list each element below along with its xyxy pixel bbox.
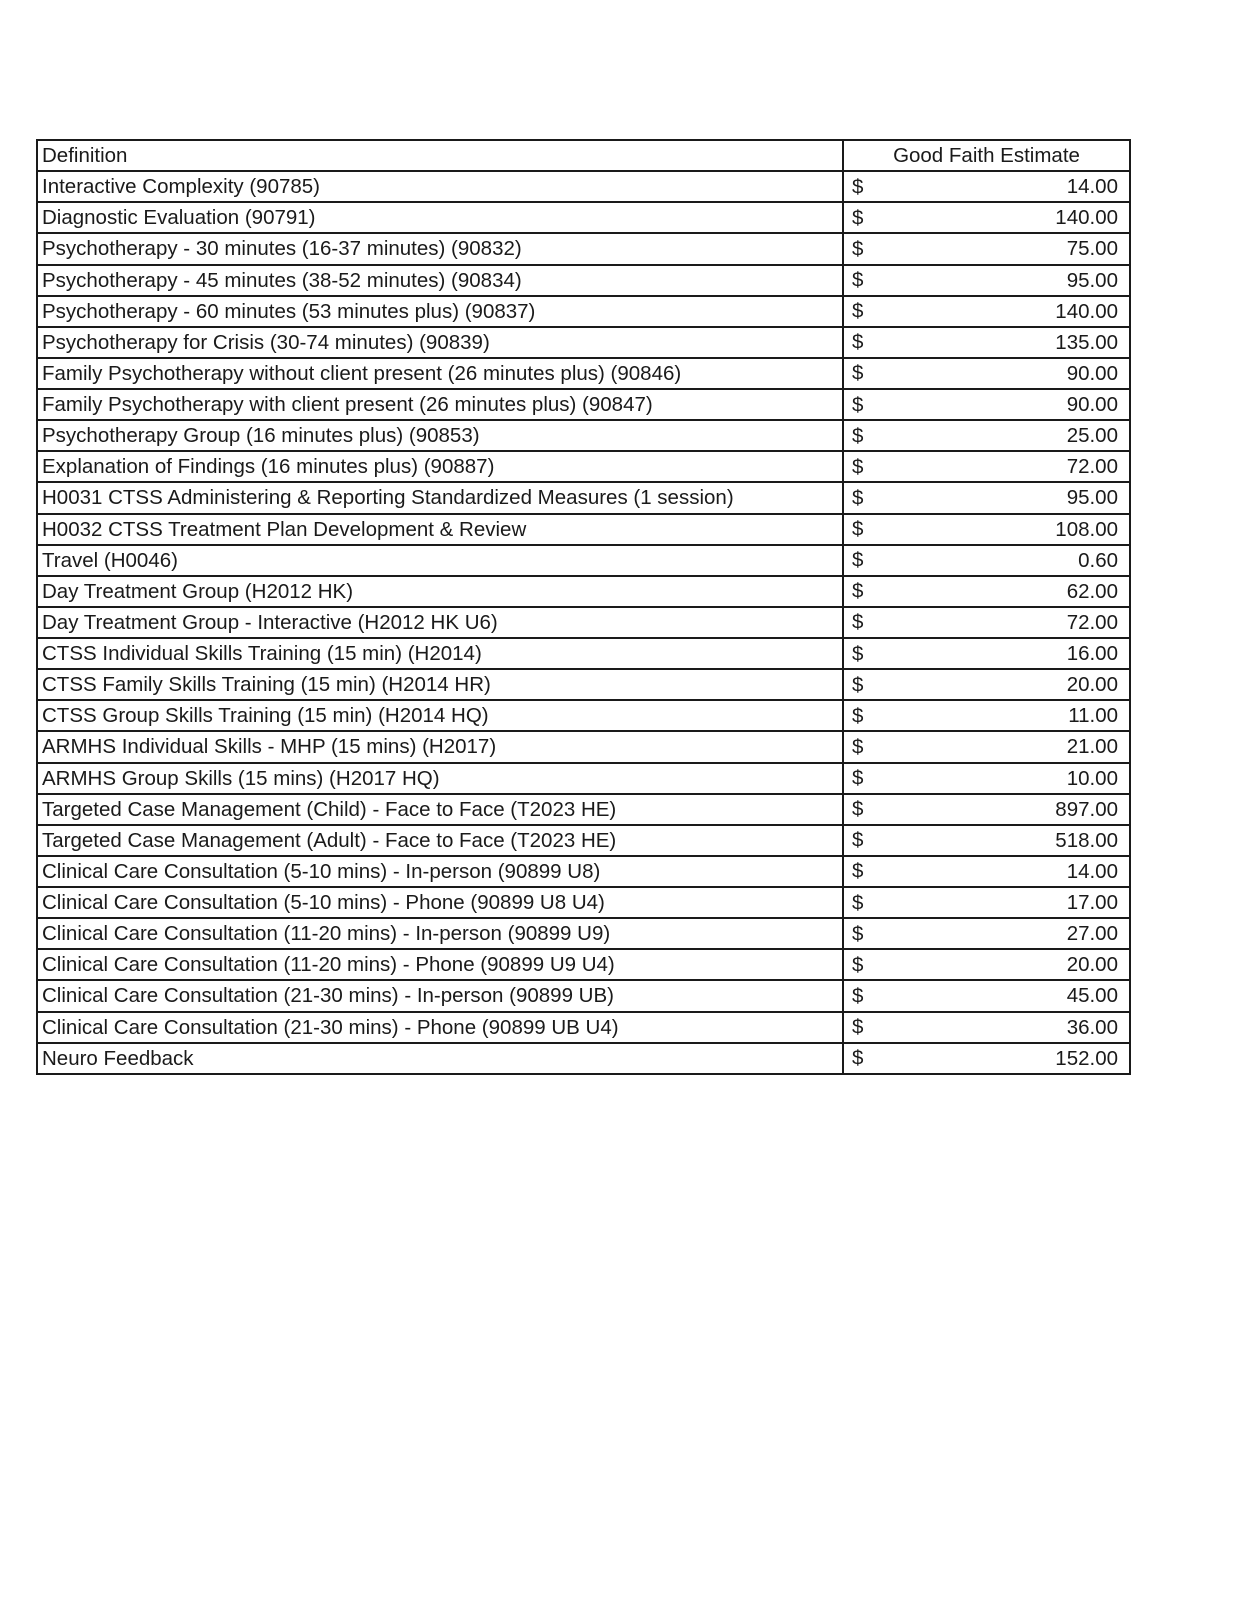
currency-symbol: $	[852, 393, 864, 417]
amount-value: 25.00	[1066, 424, 1118, 448]
amount-cell	[843, 700, 1130, 731]
amount-value: 90.00	[1066, 361, 1118, 385]
amount-cell	[843, 296, 1130, 327]
amount-value: 62.00	[1066, 579, 1118, 603]
amount-value: 140.00	[1055, 299, 1118, 323]
amount-cell	[843, 327, 1130, 358]
amount-value: 14.00	[1066, 859, 1118, 883]
table-row	[37, 980, 1130, 1011]
table-row	[37, 296, 1130, 327]
amount-cell	[843, 825, 1130, 856]
amount-value: 21.00	[1066, 735, 1118, 759]
amount-cell	[843, 233, 1130, 264]
currency-symbol: $	[852, 1046, 864, 1070]
definition-cell: ARMHS Group Skills (15 mins) (H2017 HQ)	[37, 763, 843, 794]
definition-cell: H0031 CTSS Administering & Reporting Standardized Measures (1 session)	[37, 482, 843, 513]
definition-cell: Psychotherapy for Crisis (30-74 minutes) (90839)	[37, 327, 843, 358]
currency-symbol: $	[852, 673, 864, 697]
table-row	[37, 949, 1130, 980]
definition-cell: Targeted Case Management (Child) - Face to Face (T2023 HE)	[37, 794, 843, 825]
amount-value: 10.00	[1066, 766, 1118, 790]
table-row	[37, 327, 1130, 358]
currency-symbol: $	[852, 797, 864, 821]
definition-cell: Interactive Complexity (90785)	[37, 171, 843, 202]
currency-symbol: $	[852, 953, 864, 977]
definition-cell: ARMHS Individual Skills - MHP (15 mins) (H2017)	[37, 731, 843, 762]
currency-symbol: $	[852, 859, 864, 883]
currency-symbol: $	[852, 206, 864, 230]
currency-symbol: $	[852, 735, 864, 759]
amount-cell	[843, 669, 1130, 700]
currency-symbol: $	[852, 922, 864, 946]
table-row	[37, 607, 1130, 638]
table-row	[37, 358, 1130, 389]
definition-cell: Neuro Feedback	[37, 1043, 843, 1074]
table-row	[37, 856, 1130, 887]
currency-symbol: $	[852, 330, 864, 354]
amount-cell	[843, 980, 1130, 1011]
definition-cell: CTSS Individual Skills Training (15 min) (H2014)	[37, 638, 843, 669]
table-row	[37, 1012, 1130, 1043]
amount-value: 95.00	[1066, 268, 1118, 292]
table-row	[37, 420, 1130, 451]
amount-value: 518.00	[1055, 828, 1118, 852]
currency-symbol: $	[852, 299, 864, 323]
amount-cell	[843, 794, 1130, 825]
amount-cell	[843, 731, 1130, 762]
currency-symbol: $	[852, 891, 864, 915]
definition-cell: Clinical Care Consultation (21-30 mins) - Phone (90899 UB U4)	[37, 1012, 843, 1043]
currency-symbol: $	[852, 579, 864, 603]
currency-symbol: $	[852, 610, 864, 634]
table-row	[37, 669, 1130, 700]
amount-cell	[843, 918, 1130, 949]
currency-symbol: $	[852, 828, 864, 852]
amount-value: 20.00	[1066, 673, 1118, 697]
table-body	[37, 171, 1130, 1074]
table-row	[37, 202, 1130, 233]
table-row	[37, 887, 1130, 918]
definition-cell: Clinical Care Consultation (11-20 mins) - Phone (90899 U9 U4)	[37, 949, 843, 980]
definition-cell: Psychotherapy Group (16 minutes plus) (90853)	[37, 420, 843, 451]
amount-cell	[843, 482, 1130, 513]
amount-cell	[843, 358, 1130, 389]
definition-cell: Clinical Care Consultation (21-30 mins) - In-person (90899 UB)	[37, 980, 843, 1011]
definition-cell: Diagnostic Evaluation (90791)	[37, 202, 843, 233]
definition-cell: Day Treatment Group - Interactive (H2012 HK U6)	[37, 607, 843, 638]
definition-cell: CTSS Family Skills Training (15 min) (H2014 HR)	[37, 669, 843, 700]
currency-symbol: $	[852, 237, 864, 261]
amount-value: 152.00	[1055, 1046, 1118, 1070]
amount-value: 0.60	[1078, 548, 1118, 572]
definition-cell: Clinical Care Consultation (11-20 mins) - In-person (90899 U9)	[37, 918, 843, 949]
table-row	[37, 514, 1130, 545]
currency-symbol: $	[852, 486, 864, 510]
currency-symbol: $	[852, 1015, 864, 1039]
column-header-good-faith-estimate: Good Faith Estimate	[843, 140, 1130, 171]
table-row	[37, 763, 1130, 794]
amount-cell	[843, 171, 1130, 202]
currency-symbol: $	[852, 424, 864, 448]
amount-value: 11.00	[1068, 704, 1118, 728]
amount-cell	[843, 576, 1130, 607]
good-faith-estimate-table	[36, 139, 1131, 1075]
table-row	[37, 451, 1130, 482]
currency-symbol: $	[852, 175, 864, 199]
amount-cell	[843, 545, 1130, 576]
table-row	[37, 482, 1130, 513]
currency-symbol: $	[852, 455, 864, 479]
definition-cell: H0032 CTSS Treatment Plan Development & Review	[37, 514, 843, 545]
amount-cell	[843, 887, 1130, 918]
amount-cell	[843, 856, 1130, 887]
amount-cell	[843, 389, 1130, 420]
table-row	[37, 233, 1130, 264]
amount-cell	[843, 420, 1130, 451]
currency-symbol: $	[852, 517, 864, 541]
table-row	[37, 825, 1130, 856]
definition-cell: Targeted Case Management (Adult) - Face to Face (T2023 HE)	[37, 825, 843, 856]
amount-cell	[843, 514, 1130, 545]
amount-cell	[843, 1012, 1130, 1043]
currency-symbol: $	[852, 704, 864, 728]
definition-cell: Psychotherapy - 45 minutes (38-52 minutes) (90834)	[37, 265, 843, 296]
definition-cell: Day Treatment Group (H2012 HK)	[37, 576, 843, 607]
definition-cell: Clinical Care Consultation (5-10 mins) - In-person (90899 U8)	[37, 856, 843, 887]
table-row	[37, 389, 1130, 420]
currency-symbol: $	[852, 548, 864, 572]
definition-cell: Psychotherapy - 30 minutes (16-37 minutes) (90832)	[37, 233, 843, 264]
amount-value: 45.00	[1066, 984, 1118, 1008]
table-row	[37, 545, 1130, 576]
amount-value: 95.00	[1066, 486, 1118, 510]
currency-symbol: $	[852, 642, 864, 666]
amount-cell	[843, 607, 1130, 638]
amount-cell	[843, 949, 1130, 980]
definition-cell: Travel (H0046)	[37, 545, 843, 576]
amount-cell	[843, 202, 1130, 233]
amount-cell	[843, 451, 1130, 482]
table-row	[37, 576, 1130, 607]
amount-cell	[843, 265, 1130, 296]
table-row	[37, 638, 1130, 669]
amount-value: 17.00	[1066, 891, 1118, 915]
amount-value: 75.00	[1066, 237, 1118, 261]
amount-value: 20.00	[1066, 953, 1118, 977]
amount-value: 27.00	[1066, 922, 1118, 946]
amount-cell	[843, 638, 1130, 669]
column-header-definition: Definition	[37, 140, 843, 171]
currency-symbol: $	[852, 268, 864, 292]
currency-symbol: $	[852, 361, 864, 385]
table-header-row	[37, 140, 1130, 171]
definition-cell: Clinical Care Consultation (5-10 mins) - Phone (90899 U8 U4)	[37, 887, 843, 918]
amount-value: 36.00	[1066, 1015, 1118, 1039]
amount-value: 140.00	[1055, 206, 1118, 230]
amount-value: 897.00	[1055, 797, 1118, 821]
table-row	[37, 731, 1130, 762]
amount-cell	[843, 763, 1130, 794]
amount-value: 90.00	[1066, 393, 1118, 417]
amount-value: 14.00	[1066, 175, 1118, 199]
table-row	[37, 918, 1130, 949]
table-row	[37, 265, 1130, 296]
amount-value: 16.00	[1066, 642, 1118, 666]
table-row	[37, 1043, 1130, 1074]
table-row	[37, 700, 1130, 731]
definition-cell: Family Psychotherapy without client present (26 minutes plus) (90846)	[37, 358, 843, 389]
definition-cell: Explanation of Findings (16 minutes plus) (90887)	[37, 451, 843, 482]
amount-value: 135.00	[1055, 330, 1118, 354]
amount-cell	[843, 1043, 1130, 1074]
table-row	[37, 794, 1130, 825]
amount-value: 72.00	[1066, 610, 1118, 634]
definition-cell: Family Psychotherapy with client present (26 minutes plus) (90847)	[37, 389, 843, 420]
amount-value: 108.00	[1055, 517, 1118, 541]
amount-value: 72.00	[1066, 455, 1118, 479]
currency-symbol: $	[852, 984, 864, 1008]
currency-symbol: $	[852, 766, 864, 790]
table-row	[37, 171, 1130, 202]
definition-cell: CTSS Group Skills Training (15 min) (H2014 HQ)	[37, 700, 843, 731]
definition-cell: Psychotherapy - 60 minutes (53 minutes plus) (90837)	[37, 296, 843, 327]
